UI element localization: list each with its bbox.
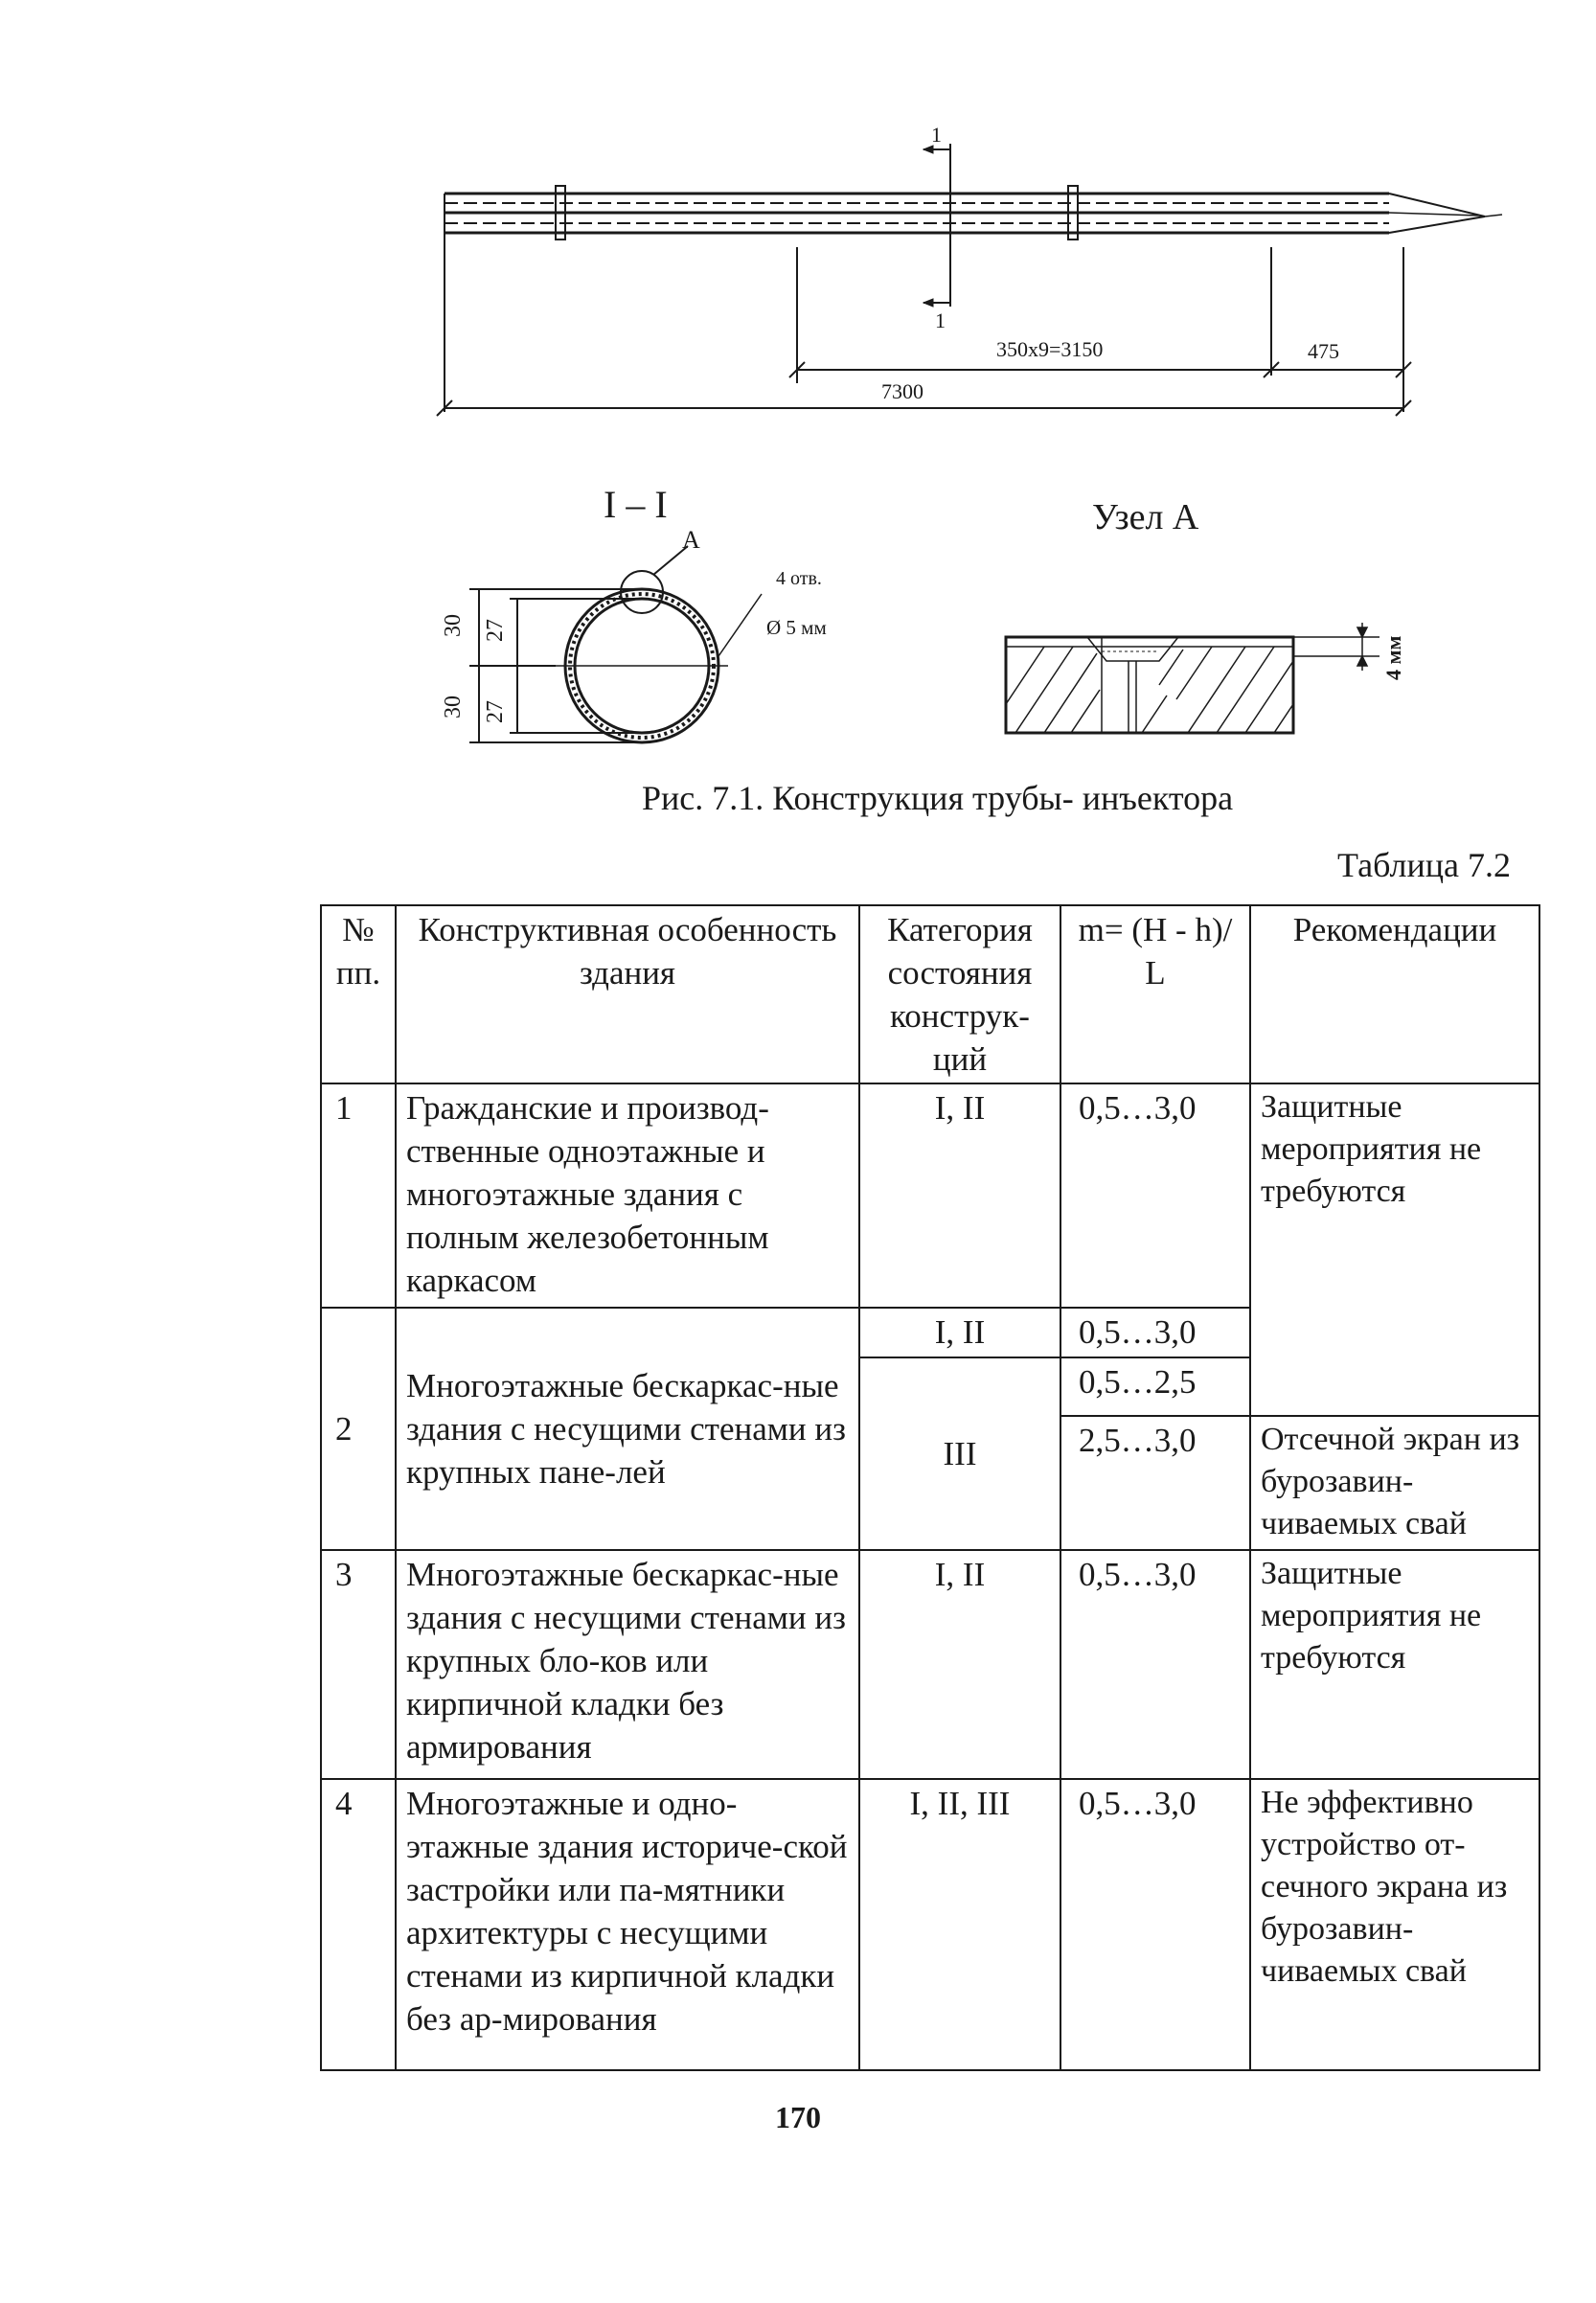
table-label: Таблица 7.2: [1337, 846, 1511, 884]
table-row: [321, 1779, 1539, 2070]
table-header-row: [321, 905, 1539, 1083]
dim-perforation: 350x9=3150: [996, 337, 1104, 361]
row-recommendation: Защитные мероприятия не требуются: [1250, 1083, 1539, 1416]
header-rec: Рекомендации: [1250, 905, 1539, 1083]
row-num: 1: [321, 1083, 396, 1308]
row-category: I, II: [859, 1083, 1060, 1308]
node-dim-label: 4 мм: [1381, 635, 1405, 680]
row-feature: Гражданские и производ-ственные одноэтажные и многоэтажные здания с полным железобетонным каркасом: [396, 1083, 859, 1308]
row-num: 3: [321, 1550, 396, 1779]
row-feature: Многоэтажные бескаркас-ные здания с несущими стенами из крупных пане-лей: [396, 1308, 859, 1549]
node-title: Узел А: [1092, 497, 1199, 537]
dim-tip: 475: [1308, 339, 1339, 363]
node-a-hatching: [1006, 647, 1293, 733]
row-m: 0,5…3,0: [1060, 1779, 1250, 2070]
dim-inner-top: 27: [483, 619, 508, 642]
node-a-wall-detail: [1006, 637, 1293, 733]
table-row: [321, 1550, 1539, 1779]
pipe-body: [445, 186, 1502, 239]
figure-caption: Рис. 7.1. Конструкция трубы- инъектора: [642, 779, 1234, 817]
row-m: 2,5…3,0: [1060, 1416, 1250, 1550]
holes-diameter-label: Ø 5 мм: [766, 616, 827, 639]
row-m: 0,5…2,5: [1060, 1357, 1250, 1416]
header-category: Категория состояния конструк-ций: [859, 905, 1060, 1083]
dim-total: 7300: [881, 379, 923, 403]
row-m: 0,5…3,0: [1060, 1308, 1250, 1357]
dim-outer-top: 30: [441, 614, 466, 637]
row-num: 2: [321, 1308, 396, 1549]
header-m: m= (H - h)/ L: [1060, 905, 1250, 1083]
section-marker-top: 1: [931, 125, 942, 147]
row-category: I, II: [859, 1550, 1060, 1779]
row-category: I, II: [859, 1308, 1060, 1357]
row-recommendation: Отсечной экран из бурозавин-чиваемых свай: [1250, 1416, 1539, 1550]
pipe-elevation-drawing: [431, 125, 1504, 441]
dimension-lines: [437, 233, 1411, 416]
node-marker: А: [682, 526, 700, 554]
row-num: 4: [321, 1779, 396, 2070]
page-number: 170: [775, 2100, 821, 2134]
table-row: [321, 1083, 1539, 1308]
pipe-cross-section: [556, 546, 762, 742]
dim-outer-bottom: 30: [441, 695, 466, 718]
row-m: 0,5…3,0: [1060, 1550, 1250, 1779]
section-cut-marker: [923, 144, 950, 307]
header-num: № пп.: [321, 905, 396, 1083]
row-category: III: [859, 1357, 1060, 1550]
section-and-node-drawing: [431, 479, 1533, 786]
row-recommendation: Не эффективно устройство от-сечного экрана из бурозавин-чиваемых свай: [1250, 1779, 1539, 2070]
header-feature: Конструктивная особенность здания: [396, 905, 859, 1083]
dim-inner-bottom: 27: [483, 700, 508, 723]
row-category: I, II, III: [859, 1779, 1060, 2070]
node-a-dimension: [1293, 623, 1379, 671]
row-feature: Многоэтажные и одно-этажные здания историче-ской застройки или па-мятники архитектуры с несущими стенами из кирпичной кладки без ар-мирования: [396, 1779, 859, 2070]
row-recommendation: Защитные мероприятия не требуются: [1250, 1550, 1539, 1779]
holes-count-label: 4 отв.: [776, 568, 822, 589]
recommendations-table: [320, 904, 1540, 2071]
section-title: I – I: [604, 483, 668, 526]
section-marker-bottom: 1: [935, 308, 946, 332]
row-m: 0,5…3,0: [1060, 1083, 1250, 1308]
row-feature: Многоэтажные бескаркас-ные здания с несущими стенами из крупных бло-ков или кирпичной кладки без армирования: [396, 1550, 859, 1779]
